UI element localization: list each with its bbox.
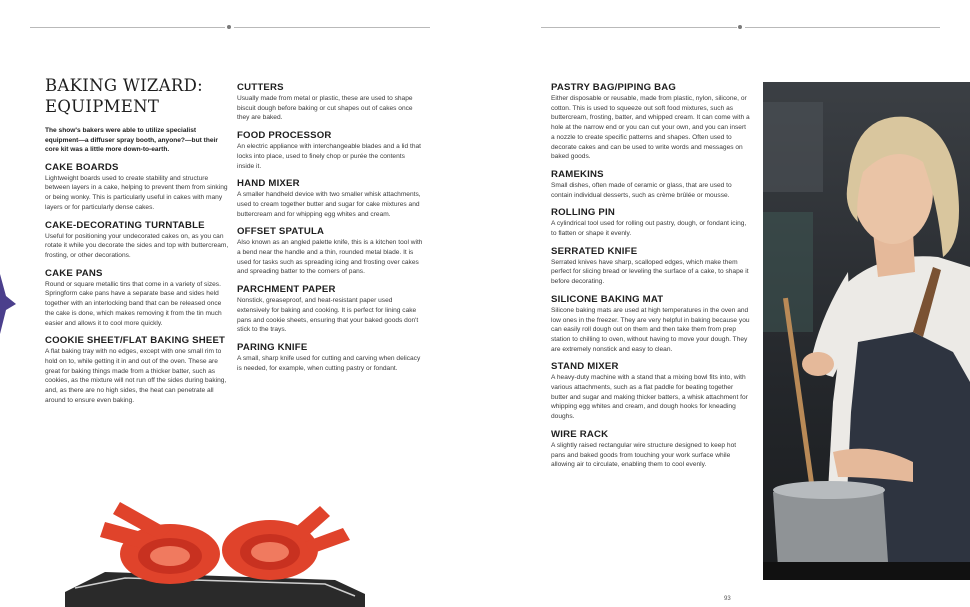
page-title-line2: EQUIPMENT	[45, 97, 160, 116]
spectrespecs-glasses-illustration	[65, 492, 365, 607]
entry-body: An electric appliance with interchangeable blades and a lid that locks into place, used to finely chop or purée the contents inside it.	[237, 143, 422, 170]
entry-title: ROLLING PIN	[551, 207, 616, 219]
entry-title: PARING KNIFE	[237, 341, 308, 353]
entry-title: HAND MIXER	[237, 178, 300, 190]
entry-body: Serrated knives have sharp, scalloped edges, which make them perfect for slicing bread or leveling the surface of a cake, to shape it before decorating.	[551, 258, 749, 286]
entry-cake-boards	[45, 162, 231, 213]
entry-silicone-baking-mat	[551, 294, 751, 355]
intro-text: The show's bakers were able to utilize specialist equipment—a diffuser spray booth, anyone?—but their core kit was a little more down-to-earth.	[45, 127, 218, 154]
entry-body: Lightweight boards used to create stability and structure between layers in a cake, helping to prevent them from sinking or being wonky. This is particularly useful in cakes with many layers or for particularly dense cakes.	[45, 174, 228, 211]
left-column-2	[237, 82, 423, 380]
entry-body: Nonstick, greaseproof, and heat-resistant paper used extensively for baking and cooking. It is perfect for lining cake pans and cookie sheets, ensuring that your baked goods don't stick to the trays.	[237, 297, 419, 334]
entry-hand-mixer	[237, 178, 423, 219]
entry-stand-mixer	[551, 361, 751, 422]
right-rule-dot	[738, 25, 742, 29]
entry-body: A small, sharp knife used for cutting and carving when delicacy is needed, for example, when cutting pastry or fondant.	[237, 354, 421, 372]
entry-title: WIRE RACK	[551, 428, 609, 440]
left-top-rule	[30, 27, 225, 28]
entry-title: PARCHMENT PAPER	[237, 284, 336, 296]
entry-parchment-paper	[237, 284, 423, 335]
entry-body: A flat baking tray with no edges, except with one small rim to hold on to, while getting it in and out of the oven. These are great for baking things made from a thicker batter, such as cookies, as the mixture will not run off the sides during baking, and, as there are no high sides, the heat can penetrate all around to ensure even baking.	[45, 348, 227, 404]
entry-title: CAKE-DECORATING TURNTABLE	[45, 219, 205, 231]
entry-pastry-bag	[551, 82, 751, 162]
entry-body: Either disposable or reusable, made from plastic, nylon, silicone, or cotton. This is used to squeeze out soft food mixtures, such as buttercream, frosting, batter, and whipped cream. It can come with a hole at the narrow end or you can cut your own, and you can insert a nozzle to create specific patterns and shapes. Often used to decorate cakes and can be used to write words and messages on baked goods.	[551, 95, 750, 161]
entry-body: A cylindrical tool used for rolling out pastry, dough, or fondant icing, to flatten or shape it evenly.	[551, 220, 747, 238]
entry-body: A slightly raised rectangular wire structure designed to keep hot pans and baked goods from touching your work surface while allowing air to circulate, enabling them to cool evenly.	[551, 441, 737, 469]
page-number: 93	[724, 596, 731, 602]
right-column	[551, 82, 751, 477]
entry-cake-pans	[45, 268, 231, 329]
entry-offset-spatula	[237, 226, 423, 277]
entry-body: A smaller handheld device with two smaller whisk attachments, used to cream together butter and sugar for cake mixtures and buttercream and for whipping egg whites and cream.	[237, 191, 421, 218]
entry-title: SERRATED KNIFE	[551, 245, 638, 257]
entry-title: CAKE PANS	[45, 267, 103, 279]
entry-title: SILICONE BAKING MAT	[551, 293, 664, 305]
entry-title: STAND MIXER	[551, 361, 619, 373]
entry-title: FOOD PROCESSOR	[237, 130, 332, 142]
left-column-1	[45, 75, 231, 412]
entry-cake-decorating-turntable	[45, 220, 231, 261]
entry-body: Also known as an angled palette knife, this is a kitchen tool with a bend near the handle and a thin, rounded metal blade. It is used for tasks such as spreading icing and frosting over cakes and spreading batter to the corners of pans.	[237, 239, 423, 276]
entry-body: Useful for positioning your undecorated cakes on, as you can rotate it while you decorate the sides and top with buttercream, frosting, or other decorations.	[45, 232, 229, 259]
entry-body: A heavy-duty machine with a stand that a mixing bowl fits into, with various attachments, such as a flat paddle for beating together butter and sugar and making thicker batters, a whisk attachment for whipping egg whites and cream, and dough hooks for kneading doughs.	[551, 374, 748, 421]
purple-star-icon	[0, 266, 16, 342]
entry-title: OFFSET SPATULA	[237, 226, 325, 238]
page-title-line1: BAKING WIZARD:	[45, 76, 204, 95]
entry-title: RAMEKINS	[551, 168, 604, 180]
entry-wire-rack	[551, 429, 751, 470]
entry-cutters	[237, 82, 423, 123]
entry-body: Small dishes, often made of ceramic or glass, that are used to contain individual desserts, such as crème brûlée or mousse.	[551, 181, 732, 199]
entry-title: CUTTERS	[237, 82, 284, 93]
entry-title: CAKE BOARDS	[45, 161, 119, 173]
entry-food-processor	[237, 130, 423, 171]
entry-body: Round or square metallic tins that come in a variety of sizes. Springform cake pans have a separate base and sides held together with an interlocking band that can be released once the cake is done, which makes removing it from the tin much easier and allows it to cool more quickly.	[45, 280, 222, 327]
page-title	[45, 75, 231, 117]
entry-serrated-knife	[551, 246, 751, 287]
entry-title: COOKIE SHEET/FLAT BAKING SHEET	[45, 335, 226, 347]
entry-body: Usually made from metal or plastic, these are used to shape biscuit dough before baking or cut shapes out of cakes once they are baked.	[237, 95, 413, 122]
left-top-rule-2	[234, 27, 430, 28]
entry-paring-knife	[237, 342, 423, 373]
entry-rolling-pin	[551, 207, 751, 238]
baker-photo	[763, 82, 970, 580]
right-top-rule-2	[745, 27, 940, 28]
entry-cookie-sheet	[45, 335, 231, 405]
entry-ramekins	[551, 169, 751, 200]
entry-title: PASTRY BAG/PIPING BAG	[551, 82, 677, 93]
left-rule-dot	[227, 25, 231, 29]
right-top-rule	[541, 27, 737, 28]
entry-body: Silicone baking mats are used at high temperatures in the oven and low ones in the freezer. They are very helpful in baking because you can easily roll dough out on them and then take them from prep station to chilling to oven, without having to move your dough. They are extremely nonstick and easy to clean.	[551, 306, 750, 353]
